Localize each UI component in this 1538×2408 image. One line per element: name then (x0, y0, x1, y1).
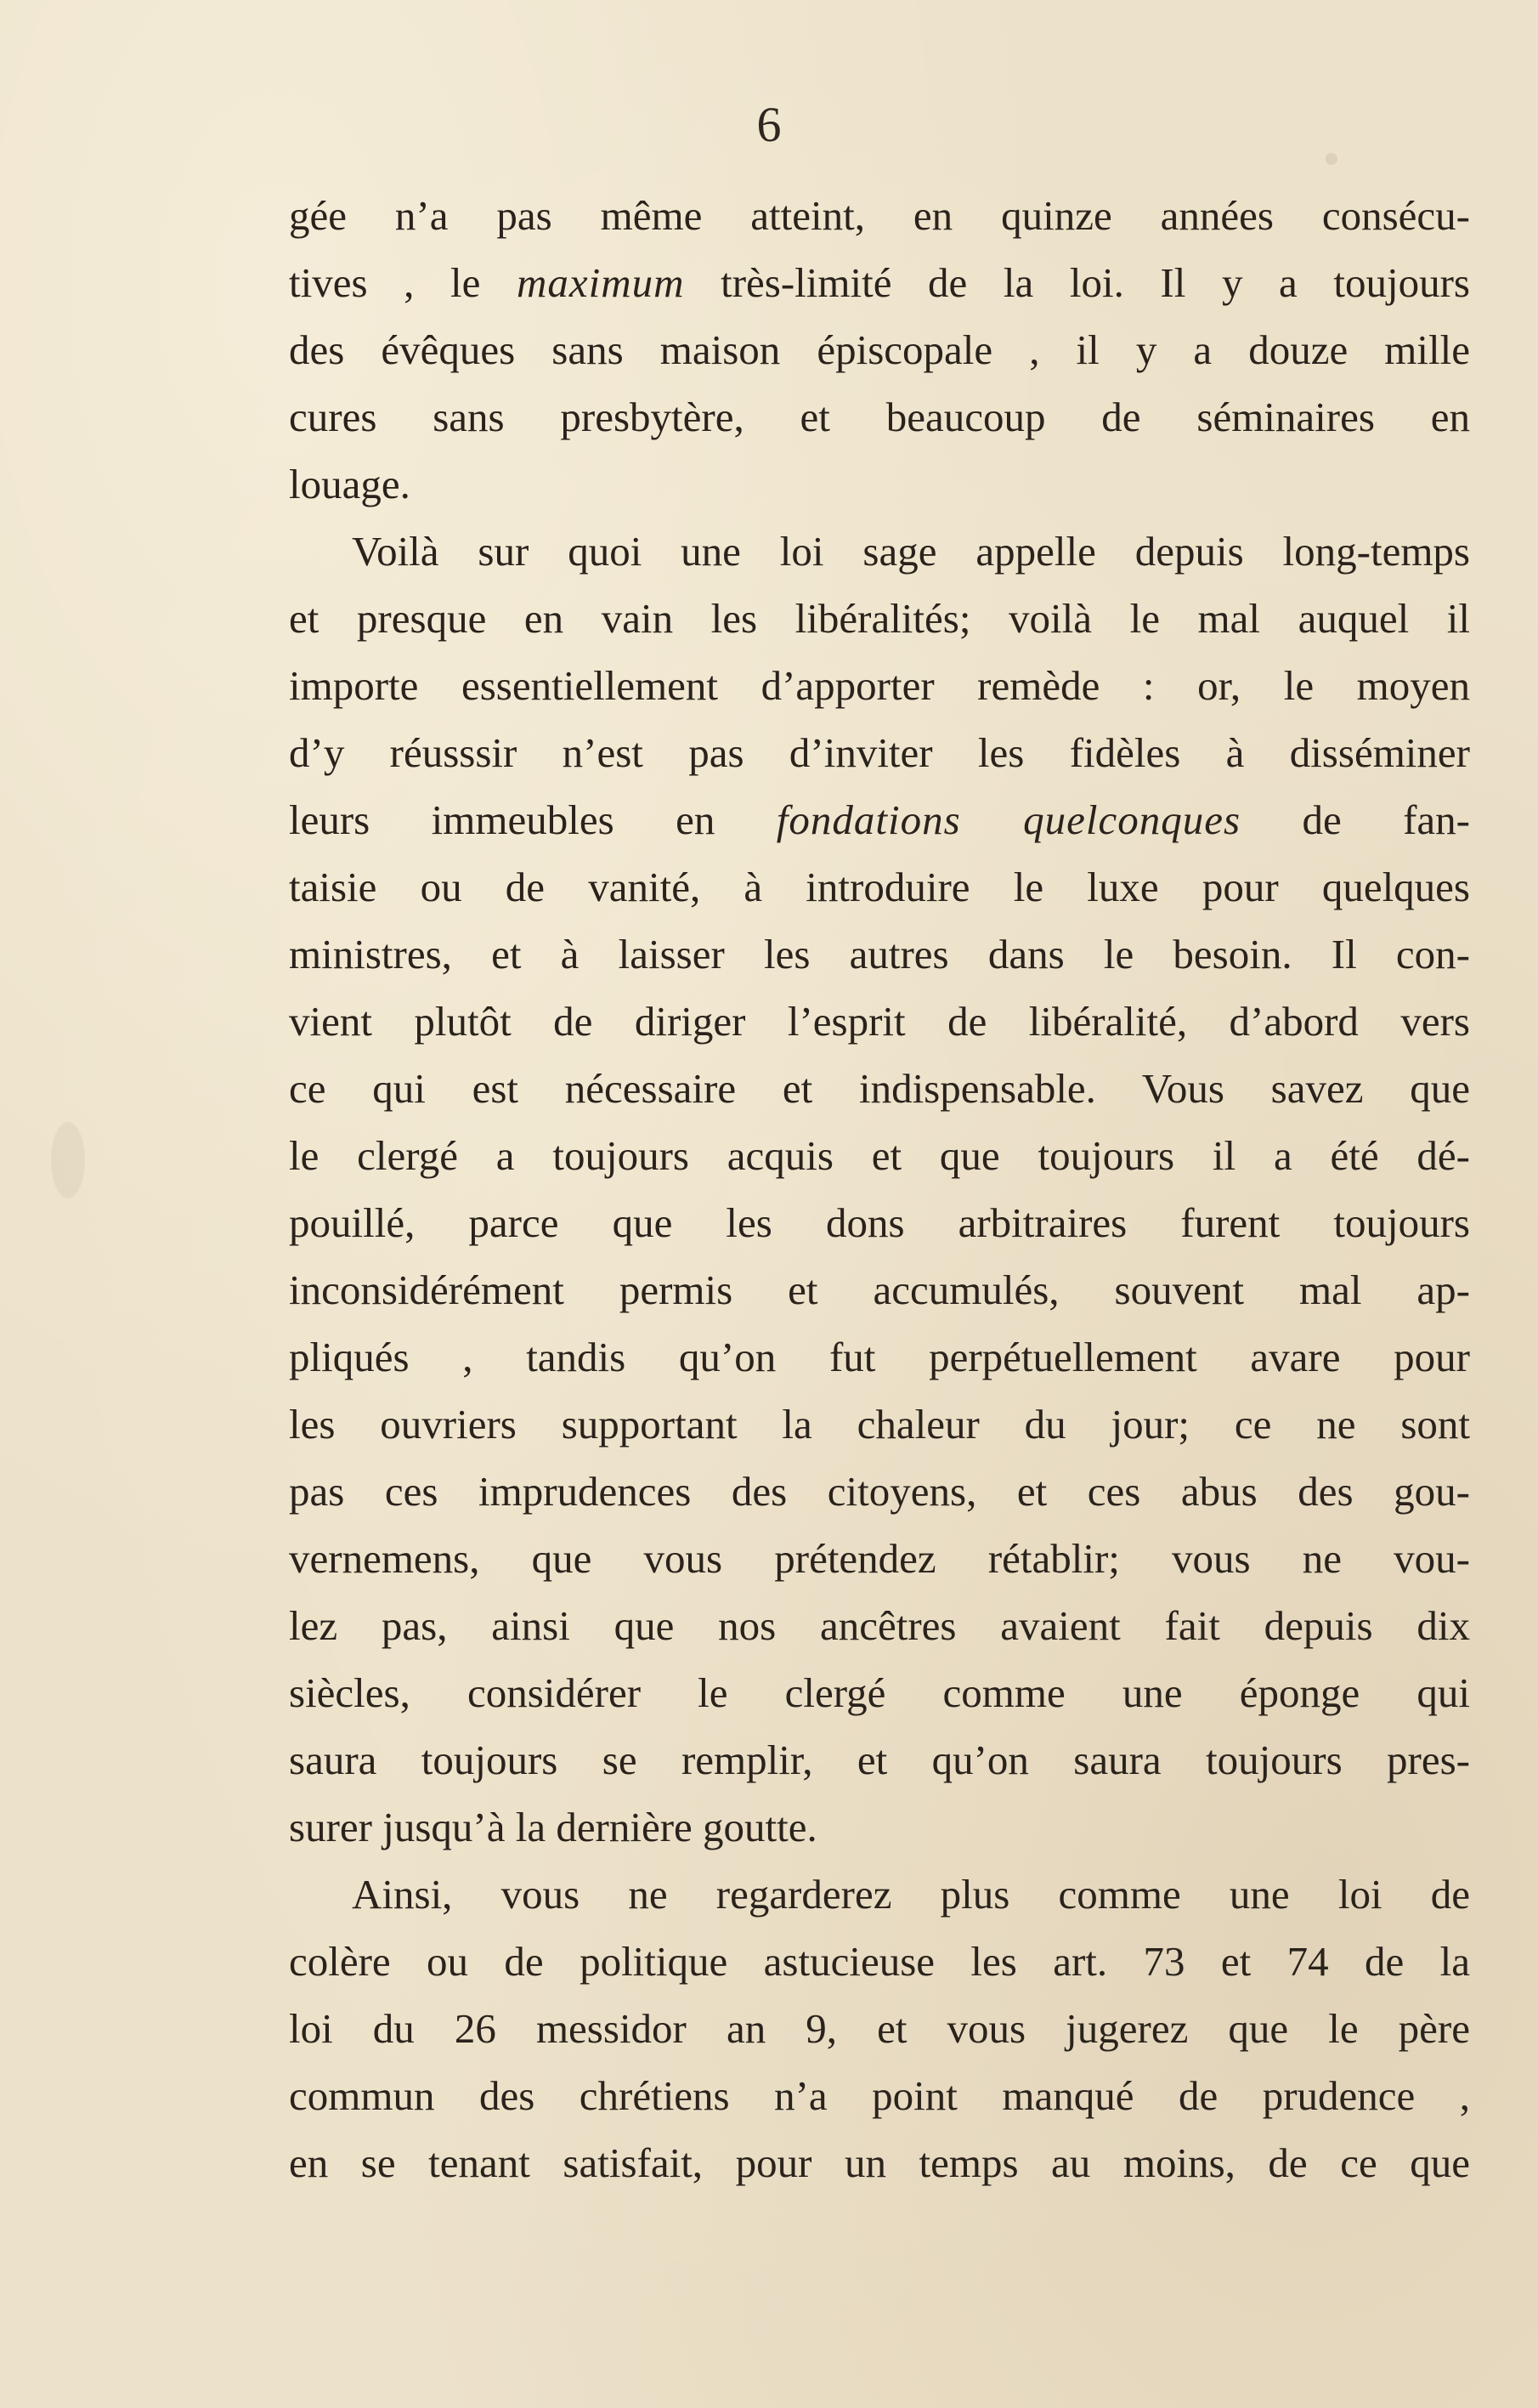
paper-stain (51, 1122, 85, 1198)
text-line: pas ces imprudences des citoyens, et ces abus des gou- (289, 1468, 1470, 1515)
text-line: ce qui est nécessaire et indispensable. Vous savez que (289, 1065, 1470, 1112)
text-line: les ouvriers supportant la chaleur du jour; ce ne sont (289, 1401, 1470, 1448)
page-number: 6 (756, 97, 782, 152)
text-line: vernemens, que vous prétendez rétablir; vous ne vou- (289, 1535, 1470, 1582)
text-line: vient plutôt de diriger l’esprit de libéralité, d’abord vers (289, 998, 1470, 1045)
text-line: loi du 26 messidor an 9, et vous jugerez que le père (289, 2005, 1470, 2052)
text-line: leurs immeubles en fondations quelconques de fan- (289, 796, 1470, 843)
text-line: pliqués , tandis qu’on fut perpétuellement avare pour (289, 1334, 1470, 1380)
paragraph (289, 182, 1470, 518)
text-line: commun des chrétiens n’a point manqué de prudence , (289, 2072, 1470, 2119)
paragraph (289, 1861, 1470, 2196)
paper-stain (1326, 153, 1337, 165)
text-line: cures sans presbytère, et beaucoup de séminaires en (289, 394, 1470, 440)
text-line: Voilà sur quoi une loi sage appelle depuis long-temps (352, 528, 1470, 575)
text-line: importe essentiellement d’apporter remède : or, le moyen (289, 662, 1470, 709)
text-line: louage. (289, 461, 410, 507)
text-line: le clergé a toujours acquis et que toujours il a été dé- (289, 1132, 1470, 1179)
text-line: surer jusqu’à la dernière goutte. (289, 1804, 817, 1850)
text-line: saura toujours se remplir, et qu’on saura toujours pres- (289, 1737, 1470, 1783)
text-line: ministres, et à laisser les autres dans le besoin. Il con- (289, 931, 1470, 977)
text-line: colère ou de politique astucieuse les art. 73 et 74 de la (289, 1938, 1470, 1985)
text-line: pouillé, parce que les dons arbitraires furent toujours (289, 1199, 1470, 1246)
body-text (289, 182, 1470, 2196)
text-line: inconsidérément permis et accumulés, souvent mal ap- (289, 1266, 1470, 1313)
text-line: siècles, considérer le clergé comme une éponge qui (289, 1669, 1470, 1716)
text-line: lez pas, ainsi que nos ancêtres avaient fait depuis dix (289, 1602, 1470, 1649)
paragraph (289, 518, 1470, 1861)
text-line: des évêques sans maison épiscopale , il y a douze mille (289, 326, 1470, 373)
text-line: taisie ou de vanité, à introduire le luxe pour quelques (289, 864, 1470, 910)
italic-text: maximum (516, 259, 685, 306)
text-line: Ainsi, vous ne regarderez plus comme une loi de (352, 1871, 1470, 1918)
text-line: tives , le maximum très-limité de la loi. Il y a toujours (289, 259, 1470, 306)
text-line: gée n’a pas même atteint, en quinze années consécu- (289, 192, 1470, 239)
text-line: en se tenant satisfait, pour un temps au moins, de ce que (289, 2139, 1470, 2186)
text-line: et presque en vain les libéralités; voilà le mal auquel il (289, 595, 1470, 642)
text-line: d’y réusssir n’est pas d’inviter les fidèles à disséminer (289, 729, 1470, 776)
italic-text: fondations quelconques (776, 796, 1241, 843)
